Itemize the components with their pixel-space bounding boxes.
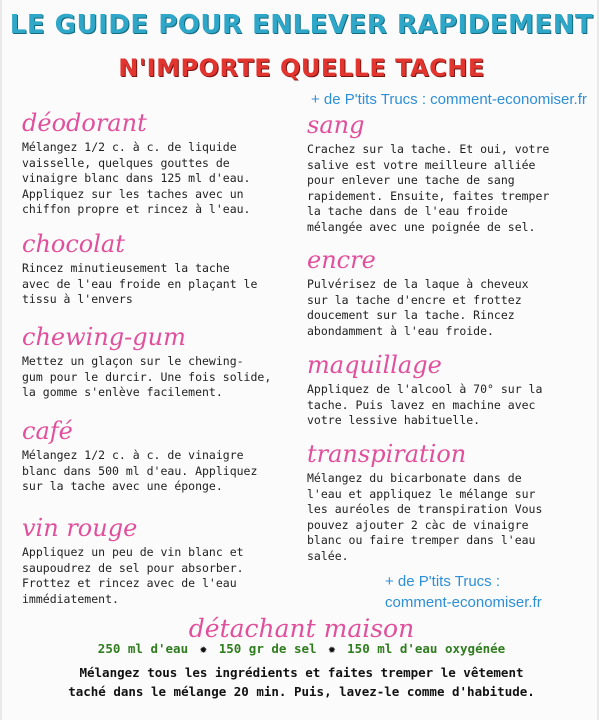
ingredient-peroxide: 150 ml d'eau oxygénée xyxy=(347,641,506,656)
section-heading: café xyxy=(22,417,73,445)
homemade-remover-instructions: Mélangez tous les ingrédients et faites tremper le vêtement taché dans le mélange 20 min. Puis, lavez-le comme d'habitude. xyxy=(68,665,535,699)
section-heading: vin rouge xyxy=(22,514,138,542)
section-heading: déodorant xyxy=(22,109,147,137)
credit-link-top[interactable]: + de P'tits Trucs : comment-economiser.fr xyxy=(311,91,587,108)
ingredient-water: 250 ml d'eau xyxy=(97,641,189,656)
credit-url: comment-economiser.fr xyxy=(385,594,542,611)
section-heading: sang xyxy=(307,111,365,139)
page-subtitle: N'IMPORTE QUELLE TACHE xyxy=(118,54,485,82)
section-cafe xyxy=(22,416,257,495)
section-body: Mélangez 1/2 c. à c. de vinaigre blanc dans 500 ml d'eau. Appliquez sur la tache avec une éponge. xyxy=(22,448,258,493)
section-chewing-gum xyxy=(22,322,271,401)
section-body: Appliquez un peu de vin blanc et saupoudrez de sel pour absorber. Frottez et rincez avec de l'eau immédiatement. xyxy=(22,545,244,606)
ingredient-list xyxy=(2,641,599,656)
page-title: LE GUIDE POUR ENLEVER RAPIDEMENT xyxy=(9,10,594,40)
bullet-icon: ✹ xyxy=(199,641,208,656)
section-heading: transpiration xyxy=(307,440,467,468)
section-heading: chewing-gum xyxy=(22,323,186,351)
section-transpiration xyxy=(307,439,542,564)
section-body: Crachez sur la tache. Et oui, votre salive est votre meilleure alliée pour enlever une tache de sang rapidement. Ensuite, faites tremper la tache dans de l'eau froide mélangée avec une poignée de sel. xyxy=(307,142,550,234)
section-body: Rincez minutieusement la tache avec de l'eau froide en plaçant le tissu à l'envers xyxy=(22,261,258,306)
section-sang xyxy=(307,110,549,235)
section-deodorant xyxy=(22,108,250,218)
section-vin-rouge xyxy=(22,513,244,607)
section-heading: encre xyxy=(307,246,376,274)
section-heading: maquillage xyxy=(307,351,442,379)
homemade-remover-title: détachant maison xyxy=(188,614,415,643)
section-body: Mélangez 1/2 c. à c. de liquide vaisselle, quelques gouttes de vinaigre blanc dans 125 ml d'eau. Appliquez sur les taches avec un chiffon propre et rincez à l'eau. xyxy=(22,140,251,216)
ingredient-salt: 150 gr de sel xyxy=(218,641,317,656)
bullet-icon: ✹ xyxy=(328,641,336,656)
section-heading: chocolat xyxy=(22,230,125,258)
section-body: Appliquez de l'alcool à 70° sur la tache. Puis lavez en machine avec votre lessive habituelle. xyxy=(307,382,543,427)
section-body: Mettez un glaçon sur le chewing- gum pour le durcir. Une fois solide, la gomme s'enlève facilement. xyxy=(22,354,272,399)
section-chocolat xyxy=(22,229,257,308)
section-maquillage xyxy=(307,350,542,429)
credit-line: + de P'tits Trucs : xyxy=(385,573,500,590)
section-encre xyxy=(307,245,529,339)
section-body: Pulvérisez de la laque à cheveux sur la tache d'encre et frottez doucement sur la tache. Rincez abondamment à l'eau froide. xyxy=(307,277,529,338)
credit-link-bottom[interactable] xyxy=(385,571,542,613)
section-body: Mélangez du bicarbonate dans de l'eau et appliquez le mélange sur les auréoles de transpiration Vous pouvez ajouter 2 càc de vinaigre blanc ou faire tremper dans l'eau salée. xyxy=(307,471,543,563)
